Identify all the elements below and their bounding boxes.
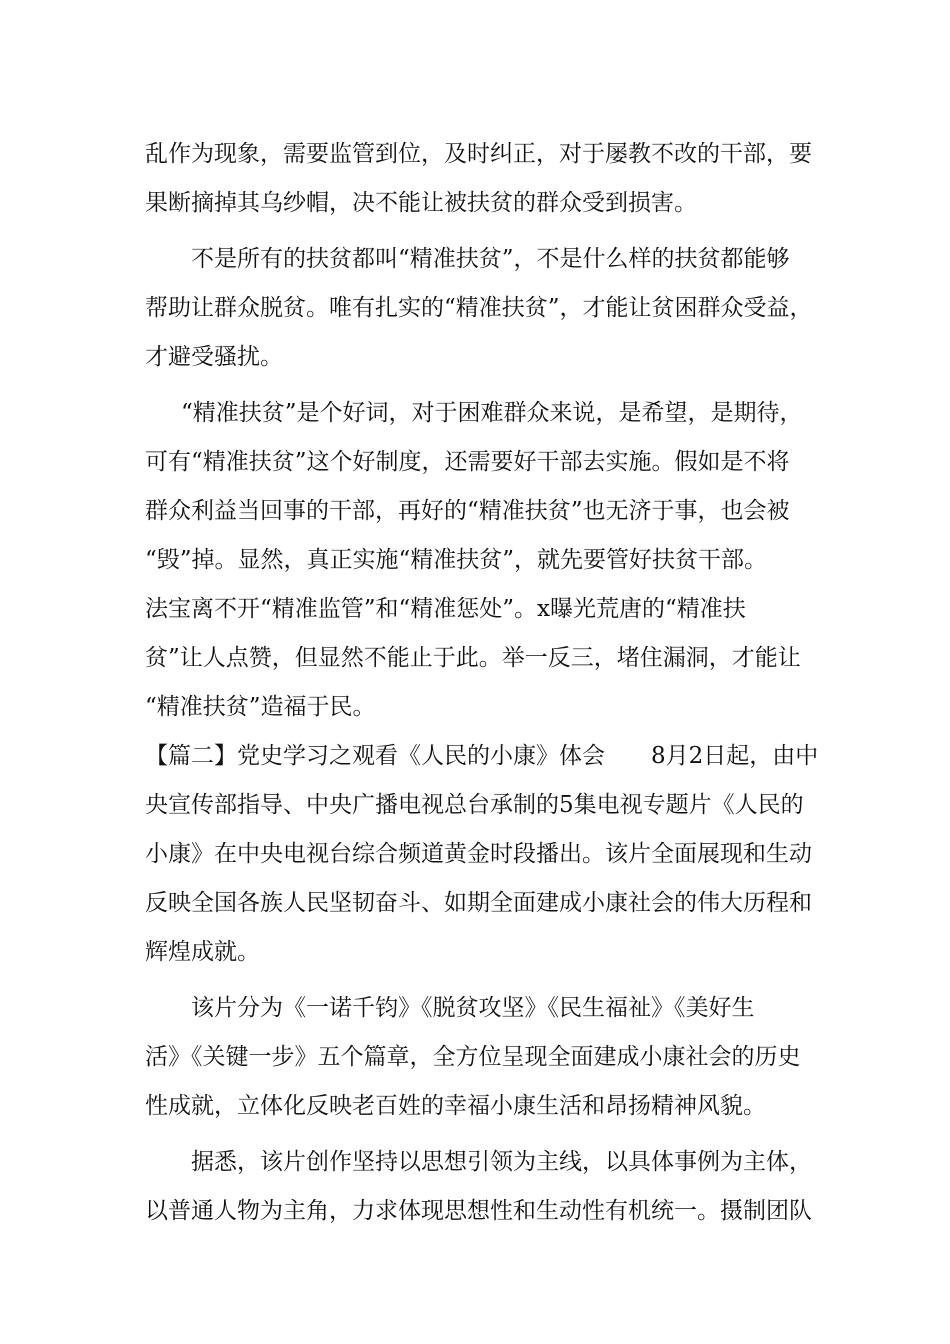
text-line: 乱作为现象，需要监管到位，及时纠正，对于屡教不改的干部，要 — [145, 141, 812, 167]
paragraph-2 — [145, 235, 825, 382]
text-line: 果断摘掉其乌纱帽，决不能让被扶贫的群众受到损害。 — [145, 190, 697, 216]
text-line: 活》《关键一步》五个篇章，全方位呈现全面建成小康社会的历史 — [145, 1044, 801, 1070]
paragraph-6 — [145, 1138, 825, 1236]
text-line: “精准扶贫”造福于民。 — [145, 694, 376, 720]
document-body — [145, 130, 825, 1236]
text-line: 该片分为《一诺千钧》《脱贫攻坚》《民生福祉》《美好生 — [191, 995, 755, 1021]
text-line: 央宣传部指导、中央广播电视总台承制的5集电视专题片《人民的 — [145, 792, 804, 818]
text-line: 性成就，立体化反映老百姓的幸福小康生活和昂扬精神风貌。 — [145, 1093, 766, 1119]
text-line: 帮助让群众脱贫。唯有扎实的“精准扶贫”，才能让贫困群众受益， — [145, 295, 813, 321]
text-line: 反映全国各族人民坚韧奋斗、如期全面建成小康社会的伟大历程和 — [145, 890, 812, 916]
text-line: “毁”掉。显然，真正实施“精准扶贫”，就先要管好扶贫干部。 — [145, 547, 768, 573]
paragraph-5 — [145, 984, 825, 1131]
text-line: 法宝离不开“精准监管”和“精准惩处”。x曝光荒唐的“精准扶 — [145, 596, 746, 622]
text-line: 不是所有的扶贫都叫“精准扶贫”，不是什么样的扶贫都能够 — [191, 246, 790, 272]
section-heading-line: 【篇二】党史学习之观看《人民的小康》体会 8月2日起，由中 — [145, 743, 819, 769]
paragraph-3 — [145, 389, 825, 732]
paragraph-4 — [145, 732, 825, 977]
paragraph-1 — [145, 130, 825, 228]
text-line: 据悉，该片创作坚持以思想引领为主线，以具体事例为主体， — [191, 1149, 812, 1175]
text-line: 贫”让人点赞，但显然不能止于此。举一反三，堵住漏洞，才能让 — [145, 645, 801, 671]
text-line: “精准扶贫”是个好词，对于困难群众来说，是希望，是期待， — [181, 400, 803, 426]
text-line: 小康》在中央电视台综合频道黄金时段播出。该片全面展现和生动 — [145, 841, 812, 867]
text-line: 辉煌成就。 — [145, 939, 260, 965]
text-line: 可有“精准扶贫”这个好制度，还需要好干部去实施。假如是不将 — [145, 449, 790, 475]
text-line: 才避受骚扰。 — [145, 344, 283, 370]
text-line: 群众利益当回事的干部，再好的“精准扶贫”也无济于事，也会被 — [145, 498, 790, 524]
text-line: 以普通人物为主角，力求体现思想性和生动性有机统一。摄制团队 — [145, 1198, 812, 1224]
